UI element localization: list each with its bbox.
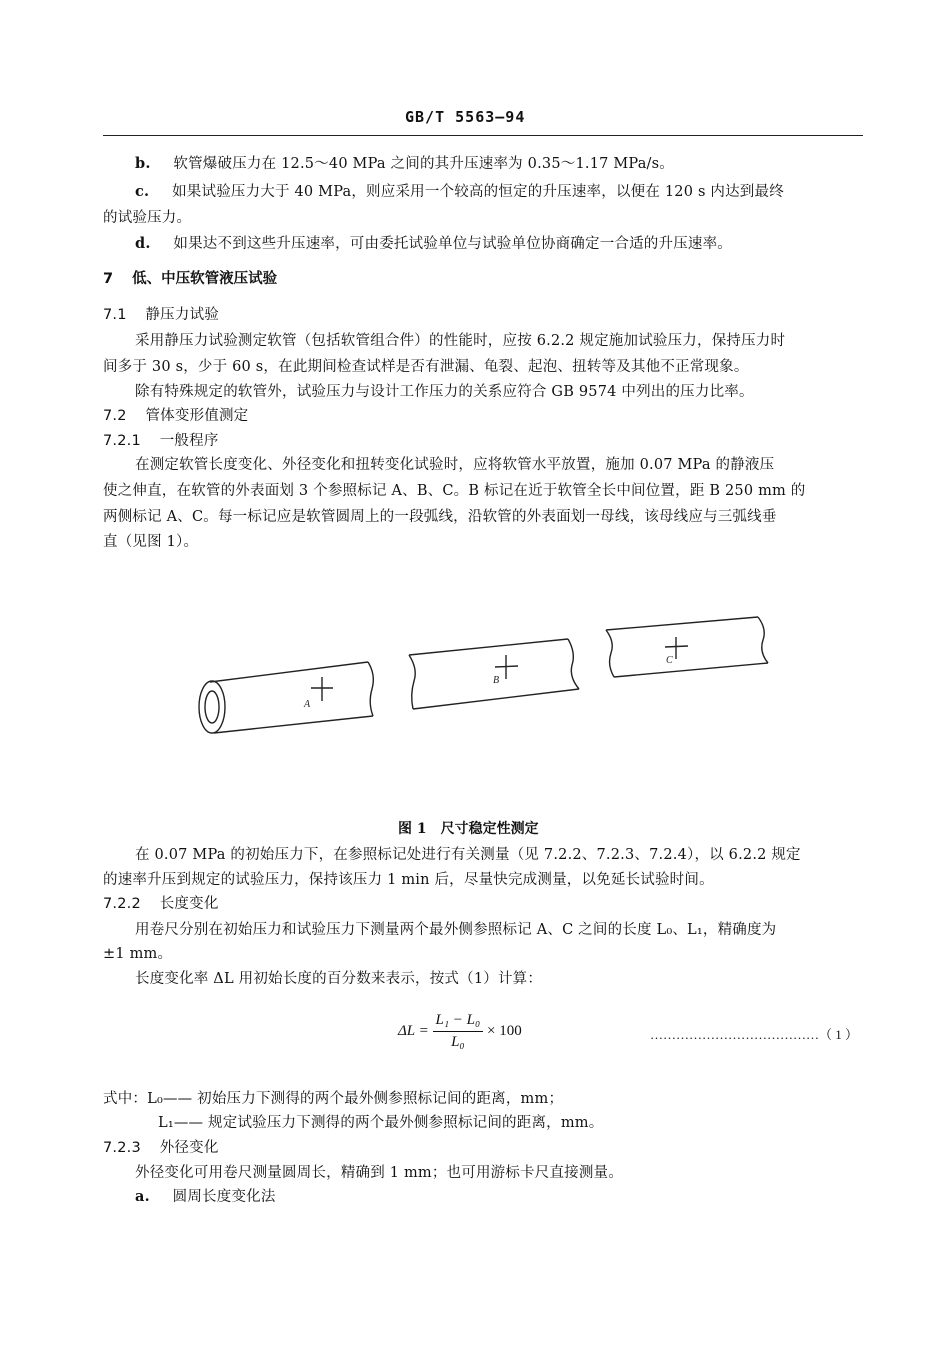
section-7-1-number: 7.1 <box>103 307 127 323</box>
item-c-text: 如果试验压力大于 40 MPa，则应采用一个较高的恒定的升压速率，以便在 120 s 内达到最终 <box>172 184 784 200</box>
item-c-line2: 的试验压力。 <box>103 210 192 226</box>
marker-c-label: C <box>666 655 673 666</box>
item-d-text: 如果达不到这些升压速率，可由委托试验单位与试验单位协商确定一合适的升压速率。 <box>173 236 733 252</box>
header-rule <box>103 135 863 136</box>
item-b-text: 软管爆破压力在 12.5～40 MPa 之间的其升压速率为 0.35～1.17 MPa/s。 <box>173 156 674 172</box>
section-7-2-number: 7.2 <box>103 408 127 424</box>
section-7-2-1-number: 7.2.1 <box>103 433 141 449</box>
equation-numerator: L₁ − L₀ <box>433 1012 484 1032</box>
s7-2-1-line1: 在测定软管长度变化、外径变化和扭转变化试验时，应将软管水平放置，施加 0.07 MPa 的静液压 <box>135 457 775 473</box>
s7-1-p1-line2: 间多于 30 s，少于 60 s，在此期间检查试样是否有泄漏、龟裂、起泡、扭转等及其他不正常现象。 <box>103 359 749 375</box>
item-b <box>135 152 674 173</box>
s7-2-1-line2: 使之伸直，在软管的外表面划 3 个参照标记 A、B、C。B 标记在近于软管全长中间位置，距 B 250 mm 的 <box>103 483 806 499</box>
item-a-label: a. <box>135 1188 150 1205</box>
after-fig-line2: 的速率升压到规定的试验压力，保持该压力 1 min 后，尽量快完成测量，以免延长试验时间。 <box>103 872 714 888</box>
section-7-2-3-title: 外径变化 <box>159 1140 219 1156</box>
section-7-number: 7 <box>103 271 114 287</box>
equation-fraction <box>433 1012 484 1051</box>
section-7-2-2-title: 长度变化 <box>159 896 219 912</box>
s7-1-p2: 除有特殊规定的软管外，试验压力与设计工作压力的关系应符合 GB 9574 中列出的压力比率。 <box>135 384 754 400</box>
section-7-2-2-number: 7.2.2 <box>103 896 141 912</box>
section-7-2-3-heading <box>103 1136 219 1157</box>
s7-2-2-line1: 用卷尺分别在初始压力和试验压力下测量两个最外侧参照标记 A、C 之间的长度 L₀、L₁，精确度为 <box>135 922 777 938</box>
section-7-2-1-title: 一般程序 <box>159 433 219 449</box>
equation-rhs: × 100 <box>487 1023 522 1039</box>
where-l0: L₀—— 初始压力下测得的两个最外侧参照标记间的距离，mm； <box>147 1091 564 1107</box>
equation-1 <box>398 1012 522 1051</box>
where-l0-row <box>103 1087 563 1108</box>
s7-2-2-line3: 长度变化率 ΔL 用初始长度的百分数来表示，按式（1）计算： <box>135 971 543 987</box>
item-d-label: d. <box>135 235 151 252</box>
section-7-1-title: 静压力试验 <box>145 307 219 323</box>
standard-header: GB/T 5563—94 <box>405 108 526 126</box>
item-c-label: c. <box>135 183 150 200</box>
hose-segment-c <box>606 617 768 677</box>
marker-b-label: B <box>493 675 500 686</box>
marker-a-label: A <box>304 699 311 710</box>
marker-b-line <box>495 666 518 667</box>
section-7-2-1-heading <box>103 429 219 450</box>
after-fig-line1: 在 0.07 MPa 的初始压力下，在参照标记处进行有关测量（见 7.2.2、7.2.3、7.2.4），以 6.2.2 规定 <box>135 847 801 863</box>
section-7-2-2-heading <box>103 892 219 913</box>
item-a-text: 圆周长度变化法 <box>172 1189 276 1205</box>
hose-segment-b <box>409 639 579 709</box>
section-7-2-title: 管体变形值测定 <box>145 408 249 424</box>
marker-c-line <box>665 646 688 647</box>
equation-denominator: L₀ <box>451 1034 465 1050</box>
item-d <box>135 232 732 253</box>
item-c <box>135 180 784 201</box>
where-prefix: 式中： <box>103 1091 148 1107</box>
where-l1: L₁—— 规定试验压力下测得的两个最外侧参照标记间的距离，mm。 <box>158 1115 604 1131</box>
section-7-1-heading <box>103 303 219 324</box>
item-b-label: b. <box>135 155 151 172</box>
hose-segment-a <box>199 662 373 733</box>
figure-caption: 图 1 尺寸稳定性测定 <box>398 821 539 837</box>
section-7-2-heading <box>103 404 248 425</box>
s7-2-3-line1: 外径变化可用卷尺测量圆周长，精确到 1 mm；也可用游标卡尺直接测量。 <box>135 1165 623 1181</box>
section-7-heading <box>103 267 277 288</box>
section-7-title: 低、中压软管液压试验 <box>132 270 278 287</box>
s7-2-1-line4: 直（见图 1）。 <box>103 534 199 550</box>
section-7-2-3-number: 7.2.3 <box>103 1140 141 1156</box>
s7-2-1-line3: 两侧标记 A、C。每一标记应是软管圆周上的一段弧线，沿软管的外表面划一母线，该母线应与三弧线垂 <box>103 509 777 525</box>
hose-figure <box>190 615 790 745</box>
equation-lhs: ΔL = <box>398 1023 429 1039</box>
s7-2-2-line2: ±1 mm。 <box>103 946 173 962</box>
equation-number: …………………………………（ 1 ） <box>650 1027 859 1042</box>
s7-1-p1-line1: 采用静压力试验测定软管（包括软管组合件）的性能时，应按 6.2.2 规定施加试验压力，保持压力时 <box>135 333 786 349</box>
s7-2-3-item-a <box>135 1185 276 1206</box>
